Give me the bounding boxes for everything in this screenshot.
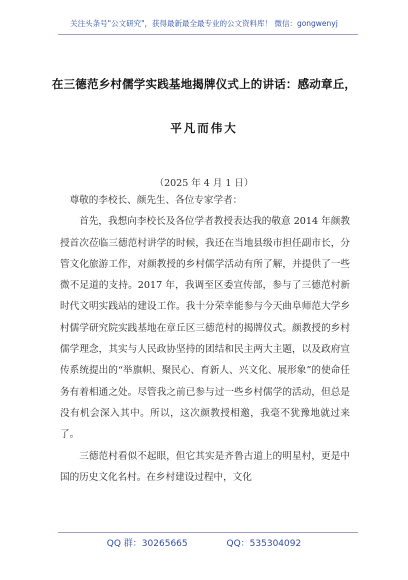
footer-divider — [58, 532, 358, 533]
footer-qq: QQ：535304092 — [226, 539, 302, 549]
document-date: （2025 年 4 月 1 日） — [154, 178, 254, 189]
document-title: 在三德范乡村儒学实践基地揭牌仪式上的讲话：感动章丘， — [51, 77, 357, 91]
salutation: 尊敬的李校长、颜先生、各位专家学者： — [69, 195, 243, 206]
header-banner: 关注头条号"公文研究"，获得最新最全最专业的公文资料库！ 微信：gongwenyj — [70, 19, 338, 28]
document-body — [60, 190, 350, 488]
footer-qq-group: QQ 群：30265665 — [106, 539, 188, 549]
footer — [0, 536, 408, 549]
header-divider — [58, 34, 358, 35]
document-subtitle: 平凡而伟大 — [170, 121, 238, 135]
paragraph: 三德范村看似不起眼，但它其实是齐鲁古道上的明星村，更是中国的历史文化名村。在乡村建设过程中，文化 — [60, 450, 350, 483]
paragraph: 首先，我想向李校长及各位学者教授表达我的敬意 2014 年颜教授首次莅临三德范村讲学的时候，我还在当地县级市担任副市长，分管文化旅游工作，对颜教授的乡村儒学活动有所了解，并提供了一些微不足道的支持。2017 年，我调至区委宣传部，参与了三德范村新时代文明实践站的建设工作。我十分荣幸能参与今天曲阜师范大学乡村儒学研究院实践基地在章丘区三德范村的揭牌仪式。颜教授的乡村儒学理念，其实与人民政协坚持的团结和民主两大主题，以及政府宣传系统提出的“举旗帜、聚民心、育新人、兴文化、展形象”的使命任务有着相通之处。尽管我之前已参与过一些乡村儒学的活动，但总是没有机会深入其中。所以，这次颜教授相邀，我毫不犹豫地就过来了。 — [60, 216, 350, 441]
